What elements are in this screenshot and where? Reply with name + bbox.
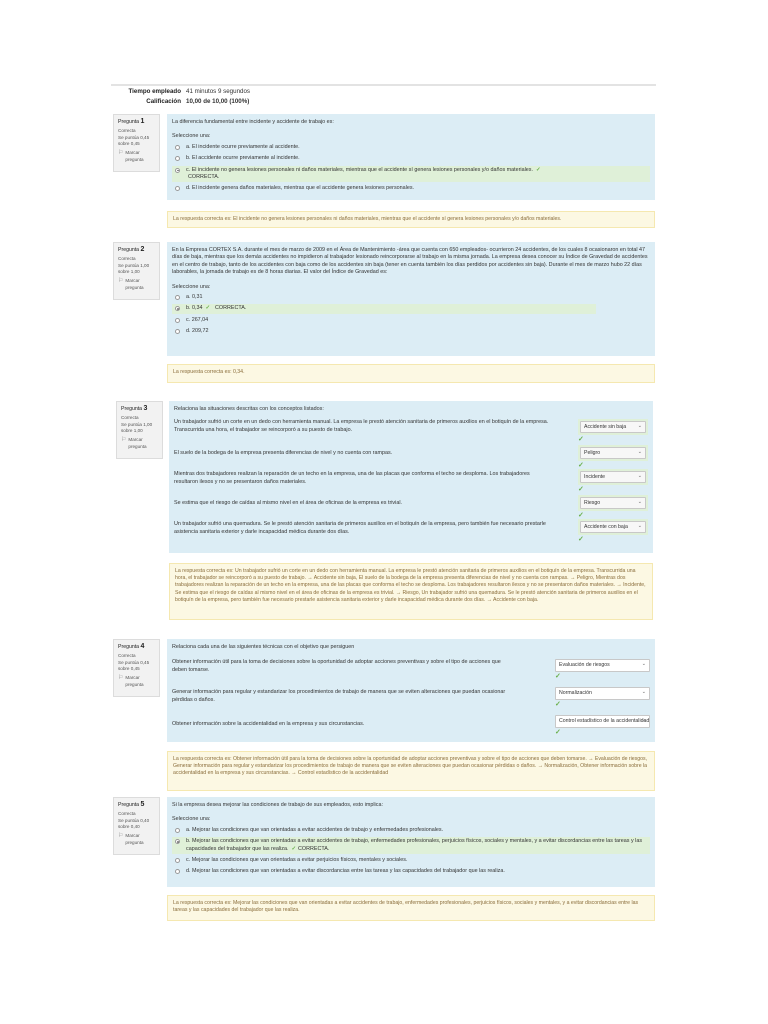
answer-option-c[interactable]: c. Mejorar las condiciones que van orientadas a evitar perjuicios físicos, mentales y sociales. (172, 856, 650, 865)
flag-question-button[interactable]: ⚐ Marcar pregunta (118, 150, 144, 162)
question-info: Pregunta 4 Correcta Se puntúa 0,45 sobre 0,45 ⚐ Marcar pregunta (113, 639, 160, 697)
radio-button[interactable] (175, 295, 180, 300)
check-icon: ✓ (555, 701, 561, 709)
question-state: Correcta (118, 127, 136, 133)
check-icon: ✓ (578, 462, 584, 470)
answer-dropdown[interactable]: Accidente sin baja ⌄ (580, 421, 646, 433)
answer-dropdown[interactable]: Evaluación de riesgos ⌄ (555, 659, 650, 672)
feedback-box: La respuesta correcta es: Mejorar las condiciones que van orientadas a evitar accidentes de trabajo, enfermedades profesionales, perjuicios físicos, sociales y mentales, y a evitar discordancias entre las tareas y las capacidades del trabajador que las realiza. (167, 895, 655, 921)
question-content (169, 401, 653, 553)
match-row: Un trabajador sufrió un corte en un dedo con herramienta manual. La empresa le prestó atención sanitaria de primeros auxilios en el botiquín de la empresa. Transcurrida una hora, el trabajador se reincorporó a su puesto de trabajo. Accidente sin baja ⌄ ✓ (174, 419, 648, 445)
radio-button[interactable] (175, 839, 180, 844)
feedback-box: La respuesta correcta es: 0,34. (167, 364, 655, 383)
answer-option-a[interactable]: a. El incidente ocurre previamente al accidente. (172, 143, 650, 152)
flag-question-button[interactable]: ⚐ Marcar pregunta (121, 437, 147, 449)
answer-option-a[interactable]: a. 0,31 (172, 293, 650, 302)
question-info: Pregunta 5 Correcta Se puntúa 0,40 sobre 0,40 ⚐ Marcar pregunta (113, 797, 160, 855)
radio-button[interactable] (175, 828, 180, 833)
check-icon: ✓ (578, 436, 584, 444)
flag-icon: ⚐ (118, 675, 124, 682)
time-value: 41 minutos 9 segundos (186, 88, 250, 95)
question-score: Se puntúa 0,40 sobre 0,40 (118, 817, 150, 830)
radio-button[interactable] (175, 156, 180, 161)
question-text: Relaciona cada una de las siguientes técnicas con el objetivo que persiguen (172, 644, 355, 650)
answer-dropdown[interactable]: Riesgo ⌄ (580, 497, 646, 509)
question-text: Relaciona las situaciones descritas con los conceptos listados: (174, 406, 324, 412)
answer-option-d[interactable]: d. El incidente genera daños materiales, mientras que el accidente genera lesiones personales. (172, 184, 650, 193)
question-info (113, 114, 160, 172)
match-row: Obtener información sobre la accidentalidad en la empresa y sus circunstancias. Control estadístico de la accidentalidad ⌄ ✓ (172, 715, 650, 741)
match-row: El suelo de la bodega de la empresa presenta diferencias de nivel y no cuenta con rampas. Peligro ⌄ ✓ (174, 445, 648, 469)
answer-dropdown[interactable]: Incidente ⌄ (580, 471, 646, 483)
radio-button[interactable] (175, 145, 180, 150)
select-one-label: Seleccione una: (172, 283, 211, 290)
check-icon: ✓ (205, 305, 211, 312)
answer-option-c[interactable]: c. 267,04 (172, 316, 650, 325)
match-row: Se estima que el riesgo de caídas al mismo nivel en el área de oficinas de la empresa es trivial. Riesgo ⌄ ✓ (174, 495, 648, 519)
correct-label: CORRECTA. (215, 305, 247, 312)
question-state: Correcta (121, 414, 139, 420)
answer-dropdown[interactable]: Control estadístico de la accidentalidad ⌄ (555, 715, 650, 728)
check-icon: ✓ (578, 536, 584, 544)
question-state: Correcta (118, 652, 136, 658)
grade-value: 10,00 de 10,00 (100%) (186, 98, 250, 105)
radio-button[interactable] (175, 318, 180, 323)
question-text: Si la empresa desea mejorar las condiciones de trabajo de sus empleados, esto implica: (172, 802, 383, 808)
match-row: Mientras dos trabajadores realizan la reparación de un techo en la empresa, una de las placas que conforma el techo se desploma. Los trabajadores resultaron ilesos y no se presentaron daños materiales. Incidente ⌄ ✓ (174, 469, 648, 495)
answer-dropdown[interactable]: Peligro ⌄ (580, 447, 646, 459)
answer-option-b[interactable]: b. El accidente ocurre previamente al incidente. (172, 154, 650, 163)
question-score: Se puntúa 0,45 sobre 0,45 (118, 134, 150, 147)
flag-question-button[interactable]: ⚐ Marcar pregunta (118, 833, 144, 845)
time-label: Tiempo empleado (128, 88, 181, 95)
feedback-box: La respuesta correcta es: El incidente no genera lesiones personales ni daños materiales, mientras que el accidente sí genera lesiones personales y/o daños materiales. (167, 211, 655, 228)
flag-question-button[interactable]: ⚐ Marcar pregunta (118, 278, 144, 290)
select-one-label: Seleccione una: (172, 133, 211, 140)
match-row: Un trabajador sufrió una quemadura. Se le prestó atención sanitaria de primeros auxilios en el botiquín de la empresa, pero también fue necesario prestarle asistencia sanitaria exterior y darle incapacidad médica durante dos días. Accidente con baja ⌄ ✓ (174, 519, 648, 545)
attempt-summary (111, 87, 250, 107)
answer-option-a[interactable]: a. Mejorar las condiciones que van orientadas a evitar accidentes de trabajo y enfermedades profesionales. (172, 826, 650, 835)
question-score: Se puntúa 1,00 sobre 1,00 (118, 262, 150, 275)
radio-button[interactable] (175, 306, 180, 311)
feedback-box: La respuesta correcta es: Un trabajador sufrió un corte en un dedo con herramienta manual. La empresa le prestó atención sanitaria de primeros auxilios en el botiquín de la empresa. Transcurrida una hora, el trabajador se reincorporó a su puesto de trabajo. → Accidente sin baja, El suelo de la bodega de la empresa presenta diferencias de nivel y no cuenta con rampas. → Peligro, Mientras dos trabajadores realizan la reparación de un techo en la empresa, una de las placas que conforma el techo se desploma. Los trabajadores resultaron ilesos y no se presentaron daños materiales. → Incidente, Se estima que el riesgo de caídas al mismo nivel en el área de oficinas de la empresa es trivial. → Riesgo, Un trabajador sufrió una quemadura. Se le prestó atención sanitaria de primeros auxilios en el botiquín de la empresa, pero también fue necesario prestarle asistencia sanitaria exterior y darle incapacidad médica durante dos días. → Accidente con baja. (169, 563, 653, 620)
answer-dropdown[interactable]: Normalización ⌄ (555, 687, 650, 700)
radio-button[interactable] (175, 869, 180, 874)
radio-button[interactable] (175, 329, 180, 334)
flag-question-button[interactable]: ⚐ Marcar pregunta (118, 675, 144, 687)
question-label: Pregunta (118, 119, 140, 125)
check-icon: ✓ (555, 729, 561, 737)
check-icon: ✓ (536, 166, 541, 173)
question-content (167, 639, 655, 742)
question-number: 1 (140, 118, 145, 125)
question-score: Se puntúa 0,45 sobre 0,45 (118, 659, 150, 672)
flag-icon: ⚐ (118, 278, 124, 285)
check-icon: ✓ (555, 673, 561, 681)
check-icon: ✓ (578, 486, 584, 494)
answer-option-d[interactable]: d. Mejorar las condiciones que van orientadas a evitar discordancias entre las tareas y las capacidades del trabajador que las realiza. (172, 867, 650, 876)
check-icon: ✓ (291, 845, 297, 852)
flag-icon: ⚐ (118, 150, 124, 157)
answer-dropdown[interactable]: Accidente con baja ⌄ (580, 521, 646, 533)
flag-icon: ⚐ (121, 437, 127, 444)
answer-option-b[interactable]: b. 0,34 ✓ CORRECTA. (172, 304, 596, 313)
top-divider (111, 84, 656, 86)
correct-label: CORRECTA. (188, 174, 220, 181)
select-one-label: Seleccione una: (172, 816, 211, 823)
question-content (167, 797, 655, 887)
question-text: En la Empresa CORTEX S.A. durante el mes de marzo de 2009 en el Área de Mantenimiento -área que cuenta con 650 empleados- ocurrieron 24 accidentes, de los cuales 8 ocasionaron en total 47 días de baja, mientras que los demás accidentes no impidieron al trabajador lesionado reincorporarse al trabajo en la misma jornada. La empresa desea conocer su Índice de Gravedad de accidentes en el centro de trabajo, tanto de los accidentes con baja como de los accidentes sin baja (tener en cuenta también los días perdidos por accidentes sin baja). Durante el mes de marzo hubo 22 días laborables, la jornada de trabajo es de 8 horas diarias. El valor del Índice de Gravedad es: (172, 247, 648, 276)
feedback-box: La respuesta correcta es: Obtener información útil para la toma de decisiones sobre la oportunidad de adoptar acciones preventivas y sobre el tipo de acciones que deben tomarse. → Evaluación de riesgos, Generar información para regular y estandarizar los procedimientos de trabajo de manera que se eviten alteraciones que puedan ocasionar pérdidas o daños. → Normalización, Obtener información sobre la accidentalidad en la empresa y sus circunstancias. → Control estadístico de la accidentalidad (167, 751, 655, 791)
question-info: Pregunta 3 Correcta Se puntúa 1,00 sobre 1,00 ⚐ Marcar pregunta (116, 401, 163, 459)
correct-label: CORRECTA. (298, 845, 330, 852)
flag-icon: ⚐ (118, 833, 124, 840)
grade-label: Calificación (146, 98, 181, 105)
answer-option-b[interactable]: b. Mejorar las condiciones que van orientadas a evitar accidentes de trabajo, enfermedades profesionales, perjuicios físicos, sociales y mentales, y a evitar discordancias entre las tareas y las capacidades del trabajador que las realiza. ✓ CORRECTA. (172, 837, 650, 854)
question-state: Correcta (118, 810, 136, 816)
match-row: Obtener información útil para la toma de decisiones sobre la oportunidad de adoptar acciones preventivas y sobre el tipo de acciones que deben tomarse. Evaluación de riesgos ⌄ ✓ (172, 659, 650, 687)
check-icon: ✓ (578, 512, 584, 520)
question-score: Se puntúa 1,00 sobre 1,00 (121, 421, 153, 434)
question-state: Correcta (118, 255, 136, 261)
question-content (167, 114, 655, 200)
question-content (167, 242, 655, 356)
answer-option-d[interactable]: d. 209,72 (172, 327, 650, 336)
question-info: Pregunta 2 Correcta Se puntúa 1,00 sobre 1,00 ⚐ Marcar pregunta (113, 242, 160, 300)
radio-button[interactable] (175, 186, 180, 191)
radio-button[interactable] (175, 858, 180, 863)
answer-option-c[interactable]: c. El incidente no genera lesiones personales ni daños materiales, mientras que el accidente sí genera lesiones personales y/o daños materiales. ✓ CORRECTA. (172, 166, 650, 183)
match-row: Generar información para regular y estandarizar los procedimientos de trabajo de manera que se eviten alteraciones que puedan ocasionar pérdidas o daños. Normalización ⌄ ✓ (172, 687, 650, 715)
question-text: La diferencia fundamental entre incidente y accidente de trabajo es: (172, 119, 334, 125)
radio-button[interactable] (175, 168, 180, 173)
